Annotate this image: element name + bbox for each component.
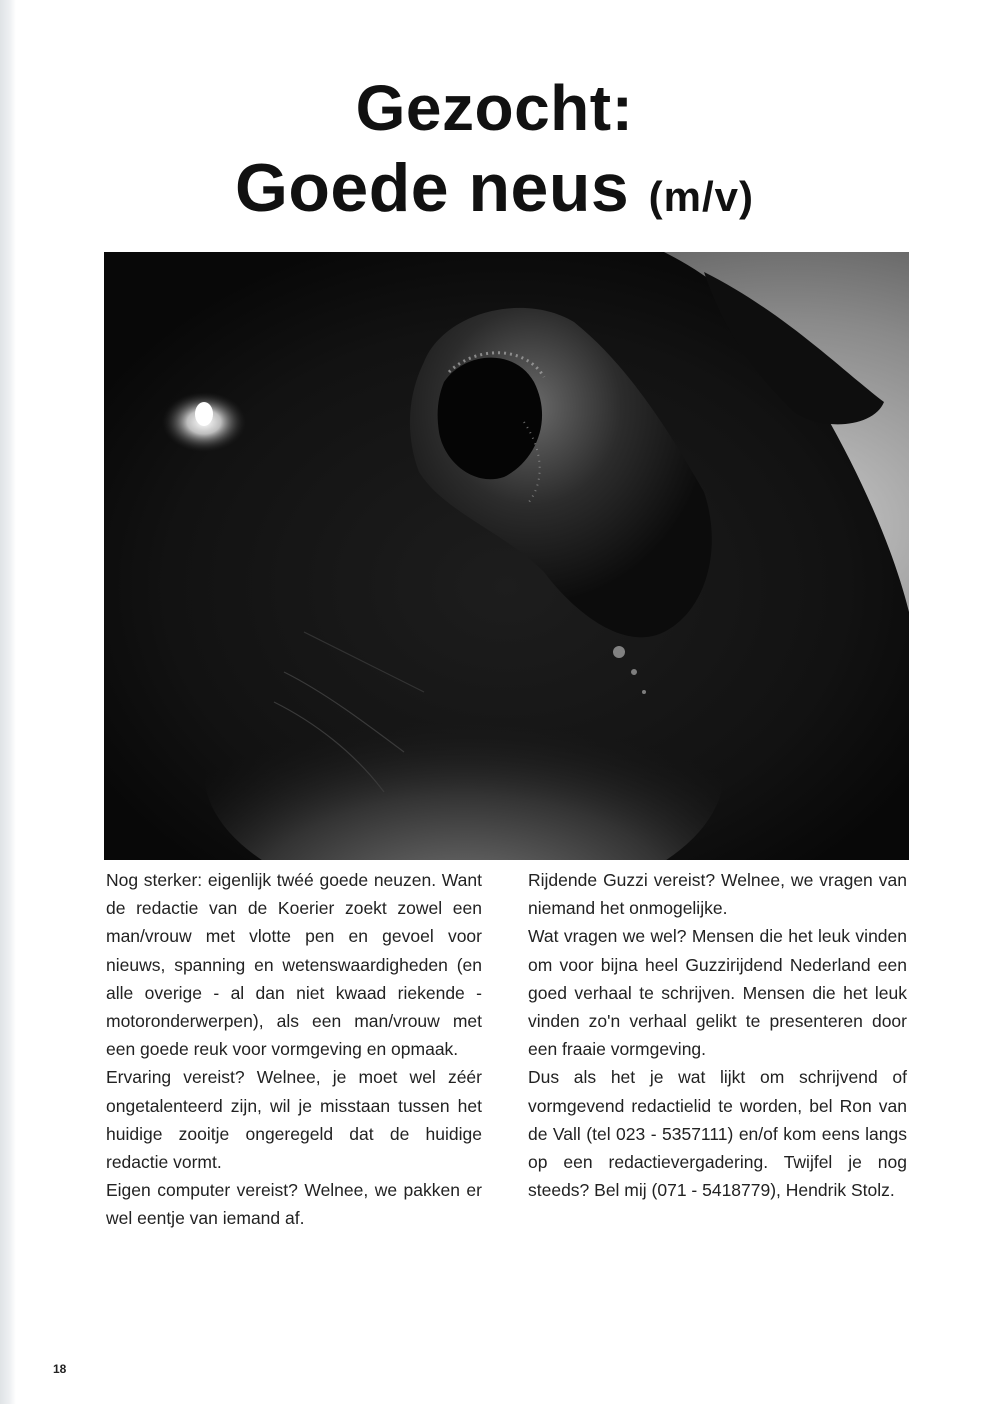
paragraph: Eigen computer vereist? Welnee, we pakken er wel eentje van iemand af. [106, 1180, 482, 1229]
article-column-right [528, 866, 907, 1204]
page-number: 18 [53, 1362, 67, 1376]
article-title-line-1: Gezocht: [355, 72, 634, 144]
paragraph: Ervaring vereist? Welnee, je moet wel zéér ongetalenteerd zijn, wil je misstaan tussen het huidige zooitje ongeregeld dat de huidige redactie vormt. [106, 1067, 482, 1173]
article-title-line-2 [0, 150, 989, 235]
article-title-main: Goede neus [235, 150, 630, 226]
article-column-left [106, 866, 482, 1233]
paragraph: Rijdende Guzzi vereist? Welnee, we vragen van niemand het onmogelijke. [528, 870, 907, 919]
article-title-suffix: (m/v) [648, 173, 754, 220]
paragraph: Nog sterker: eigenlijk twéé goede neuzen. Want de redactie van de Koerier zoekt zowel een man/vrouw met vlotte pen en gevoel voor nieuws, spanning en wetenswaardigheden (en alle overige - al dan niet kwaad riekende - motoronderwerpen), als een man/vrouw met een goede reuk voor vormgeving en opmaak. [106, 870, 482, 1060]
paragraph: Dus als het je wat lijkt om schrijvend of vormgevend redactielid te worden, bel Ron van de Vall (tel 023 - 5357111) en/of kom eens langs op een redactievergadering. Twijfel je nog steeds? Bel mij (071 - 5418779), Hendrik Stolz. [528, 1067, 907, 1201]
paragraph: Wat vragen we wel? Mensen die het leuk vinden om voor bijna heel Guzzirijdend Nederland een goed verhaal te schrijven. Mensen die het leuk vinden zo'n verhaal gelikt te presenteren door een fraaie vormgeving. [528, 926, 907, 1060]
dog-nose-photo [104, 252, 909, 860]
